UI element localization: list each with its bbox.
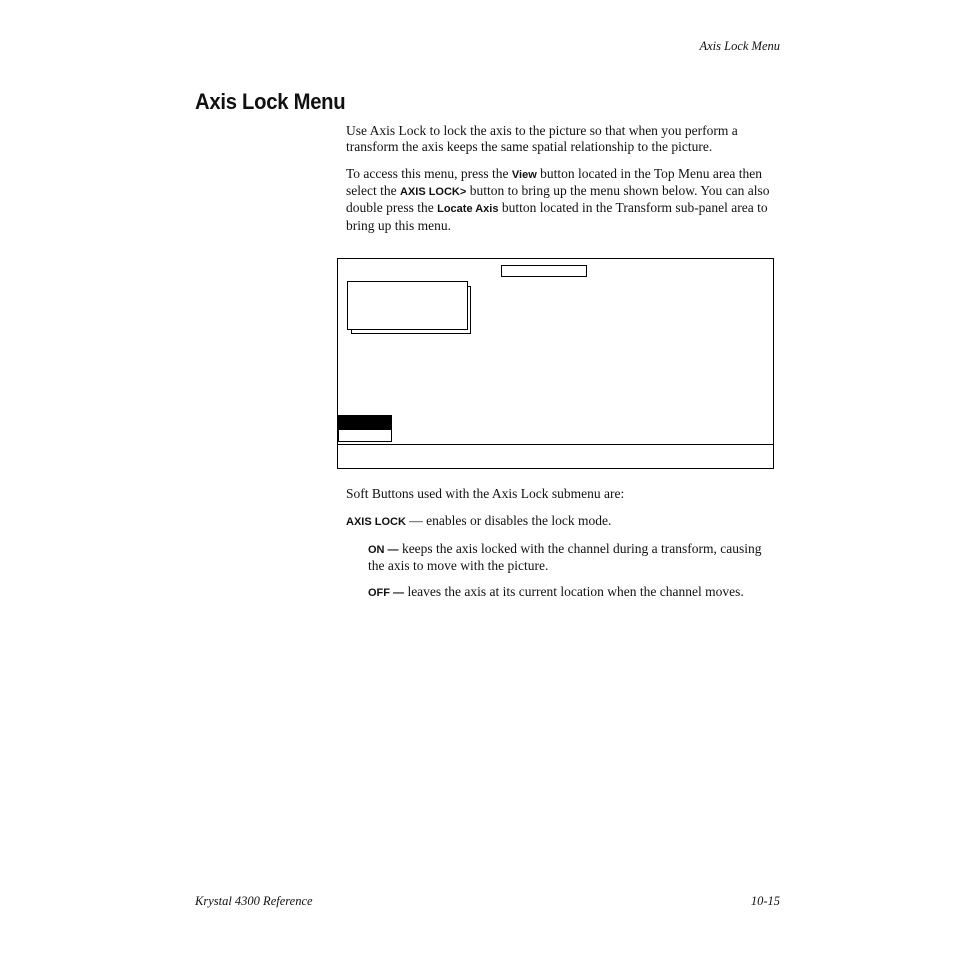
figure-title-box <box>501 265 587 277</box>
axis-lock-definition <box>346 513 778 530</box>
page-title: Axis Lock Menu <box>195 89 346 114</box>
access-text-4: button located in the Transform sub-panel area to bring up this menu. <box>346 200 768 233</box>
access-text-2: button located in the Top Menu area then select the <box>346 166 763 199</box>
menu-screenshot-figure <box>337 258 774 469</box>
access-text-3: button to bring up the menu shown below. You can also double press the <box>346 183 770 216</box>
on-description: keeps the axis locked with the channel during a transform, causing the axis to move with the picture. <box>368 541 762 574</box>
off-term: OFF — <box>368 587 405 599</box>
figure-soft-button <box>338 429 392 442</box>
footer-page-number: 10-15 <box>750 894 780 908</box>
figure-divider <box>338 444 773 445</box>
softbuttons-intro: Soft Buttons used with the Axis Lock submenu are: <box>346 486 625 501</box>
on-term: ON — <box>368 544 399 556</box>
axis-lock-keyword: AXIS LOCK> <box>399 186 467 199</box>
running-header: Axis Lock Menu <box>699 39 780 53</box>
access-text-1: To access this menu, press the <box>346 166 512 181</box>
intro-paragraph: Use Axis Lock to lock the axis to the picture so that when you perform a transform the axis keeps the same spatial relationship to the picture. <box>346 123 738 155</box>
access-paragraph <box>346 166 778 234</box>
on-definition <box>368 541 768 574</box>
off-description: leaves the axis at its current location when the channel moves. <box>404 584 744 599</box>
axis-lock-description: — enables or disables the lock mode. <box>405 513 612 528</box>
locate-axis-keyword: Locate Axis <box>437 203 499 216</box>
view-keyword: View <box>511 169 537 181</box>
footer-book-title: Krystal 4300 Reference <box>195 894 313 908</box>
figure-soft-button-selected <box>338 415 392 429</box>
figure-panel <box>347 281 468 330</box>
off-definition <box>368 584 788 601</box>
axis-lock-term: AXIS LOCK <box>346 516 406 528</box>
